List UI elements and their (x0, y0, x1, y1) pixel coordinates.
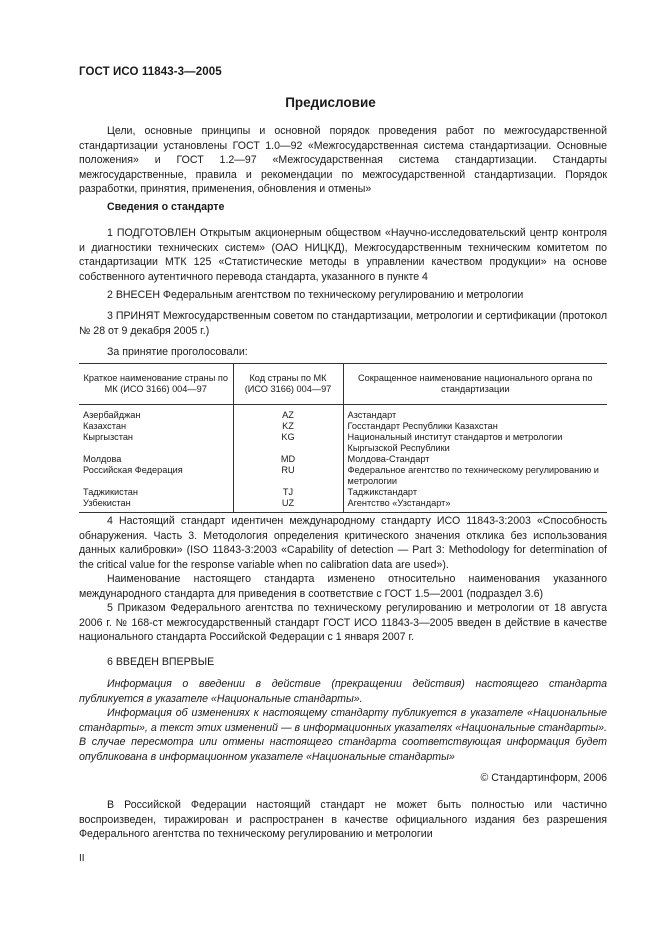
voted-block (79, 345, 607, 360)
item-6-block (79, 655, 607, 670)
item-2-paragraph: 2 ВНЕСЕН Федеральным агентством по техническому регулированию и метрологии (107, 289, 524, 301)
document-number-header: ГОСТ ИСО 11843-3—2005 (79, 66, 222, 78)
table-cell-body: Азстандарт (343, 405, 607, 422)
item-4-note-paragraph: Наименование настоящего стандарта изменено относительно наименования указанного международного стандарта для приведения в соответствие с ГОСТ 1.5—2001 (подраздел 3.6) (79, 573, 607, 600)
table-cell-code: UZ (233, 498, 343, 513)
table-cell-country: Кыргызстан (83, 432, 134, 442)
item-4-paragraph: 4 Настоящий стандарт идентичен международному стандарту ИСО 11843-3:2003 «Способность обнаружения. Часть 3. Методология определения критического значения отклика без использования данных калибровки» (ISO 11843-3:2003 «Capability of detection — Part 3: Methodology for determination of the critical value for the response variable when no calibration data are used»). (79, 515, 607, 571)
item-4-block (79, 514, 607, 602)
table-row (79, 465, 607, 487)
table-cell-body: Федеральное агентство по техническому регулированию и метрологии (343, 465, 607, 487)
table-row (79, 421, 607, 432)
page-title: Предисловие (285, 95, 376, 110)
table-cell-country: Таджикистан (83, 487, 138, 497)
item-1-block (79, 226, 607, 284)
table-header-body: Сокращенное наименование национального органа по стандартизации (343, 364, 607, 405)
foreword-intro (79, 124, 607, 197)
table-cell-country: Казахстан (83, 421, 127, 431)
table-header-code: Код страны по МК (ИСО 3166) 004—97 (233, 364, 343, 405)
table-cell-body: Таджикстандарт (343, 487, 607, 498)
legal-notice-paragraph: В Российской Федерации настоящий стандарт не может быть полностью или частично воспроизведен, тиражирован и распространен в качестве официального издания без разрешения Федерального агентства по техническому регулированию и метрологии (79, 799, 607, 841)
copyright-line: © Стандартинформ, 2006 (480, 772, 607, 784)
table-row (79, 487, 607, 498)
notice-changes-paragraph: Информация об изменениях к настоящему стандарту публикуется в указателе «Национальные стандарты», а текст этих изменений — в информационных указателях «Национальные стандарты». В случае пересмотра или отмены настоящего стандарта соответствующая информация будет опубликована в информационном указателе «Национальные стандарты» (79, 707, 607, 763)
item-6-paragraph: 6 ВВЕДЕН ВПЕРВЫЕ (107, 656, 215, 668)
table-cell-country: Азербайджан (83, 410, 141, 420)
item-1-paragraph: 1 ПОДГОТОВЛЕН Открытым акционерным обществом «Научно-исследовательский центр контроля и диагностики технических систем» (ОАО НИЦКД), Межгосударственным техническим комитетом по стандартизации МТК 125 «Статистические методы в управлении качеством продукции» на основе собственного аутентичного перевода стандарта, указанного в пункте 4 (79, 227, 607, 283)
table-cell-body: Молдова-Стандарт (343, 454, 607, 465)
table-row (79, 454, 607, 465)
notice-block (79, 677, 607, 765)
table-cell-code: MD (233, 454, 343, 465)
standard-info-heading-block (79, 200, 607, 215)
item-3-paragraph: 3 ПРИНЯТ Межгосударственным советом по стандартизации, метрологии и сертификации (протокол № 28 от 9 декабря 2005 г.) (79, 310, 607, 337)
legal-block (79, 798, 607, 842)
item-5-block (79, 601, 607, 645)
table-cell-code: AZ (233, 405, 343, 422)
table-header-country: Краткое наименование страны по МК (ИСО 3166) 004—97 (79, 364, 233, 405)
notice-publication-paragraph: Информация о введении в действие (прекращении действия) настоящего стандарта публикуется в указателе «Национальные стандарты». (79, 678, 607, 705)
table-header-row (79, 364, 607, 405)
voting-table (79, 363, 607, 513)
table-row (79, 432, 607, 454)
item-2-block (79, 288, 607, 303)
table-row (79, 405, 607, 422)
copyright-block (79, 771, 607, 786)
table-cell-code: KG (233, 432, 343, 454)
intro-paragraph: Цели, основные принципы и основной порядок проведения работ по межгосударственной стандартизации установлены ГОСТ 1.0—92 «Межгосударственная система стандартизации. Основные положения» и ГОСТ 1.2—97 «Межгосударственная система стандартизации. Стандарты межгосударственные, правила и рекомендации по межгосударственной стандартизации. Порядок разработки, принятия, применения, обновления и отмены» (79, 125, 607, 196)
table-cell-body: Национальный институт стандартов и метрологии Кыргызской Республики (343, 432, 607, 454)
page-number: II (79, 853, 85, 864)
section-heading: Сведения о стандарте (107, 201, 225, 213)
table-cell-code: RU (233, 465, 343, 487)
table-cell-code: TJ (233, 487, 343, 498)
table-cell-country: Молдова (83, 454, 122, 464)
item-5-paragraph: 5 Приказом Федерального агентства по техническому регулированию и метрологии от 18 августа 2006 г. № 168-ст межгосударственный стандарт ГОСТ ИСО 11843-3—2005 введен в действие в качестве национального стандарта Российской Федерации с 1 января 2007 г. (79, 602, 607, 644)
item-3-block (79, 309, 607, 338)
table-row (79, 498, 607, 513)
table-cell-code: KZ (233, 421, 343, 432)
voted-label: За принятие проголосовали: (107, 346, 248, 358)
table-cell-country: Российская Федерация (83, 465, 183, 475)
table-cell-body: Агентство «Узстандарт» (343, 498, 607, 513)
table-cell-country: Узбекистан (79, 498, 233, 513)
table-cell-body: Госстандарт Республики Казахстан (343, 421, 607, 432)
